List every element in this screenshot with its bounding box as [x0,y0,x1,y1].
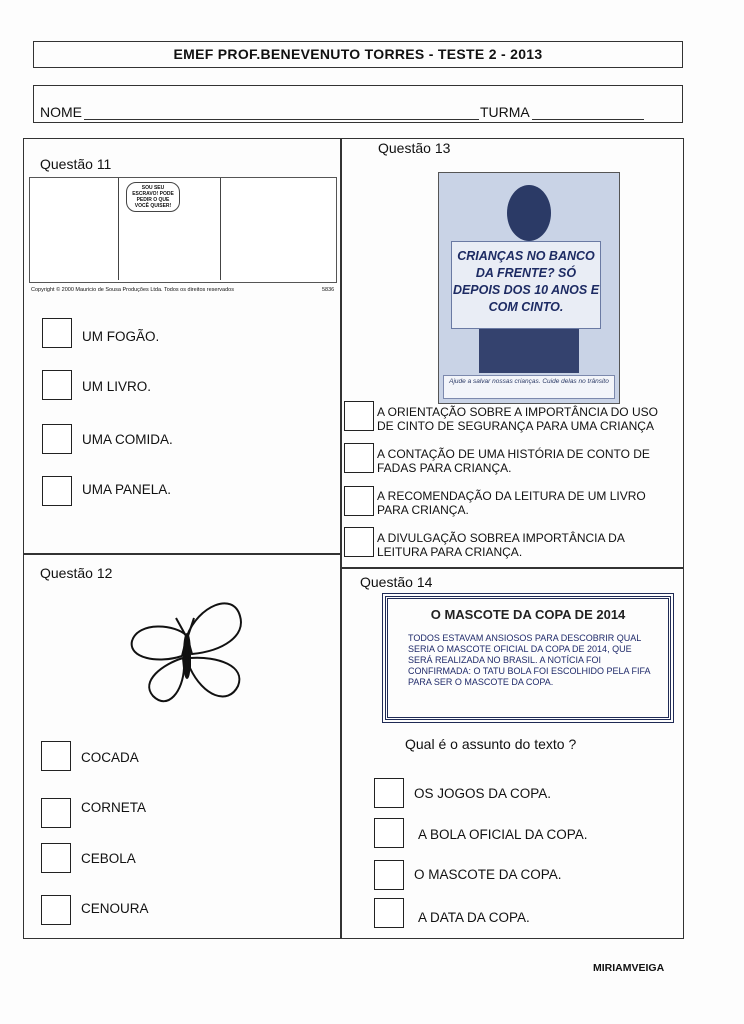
comic-panel-1 [30,178,119,280]
left-divider [23,553,341,555]
author-credit: MIRIAMVEIGA [593,962,665,974]
q11-option-1-checkbox[interactable] [42,318,72,348]
q11-option-4-checkbox[interactable] [42,476,72,506]
news-box [385,596,671,720]
question-12-label: Questão 12 [40,565,113,581]
q12-option-1: COCADA [81,750,139,765]
poster-girl [507,185,551,241]
poster-sign: CRIANÇAS NO BANCO DA FRENTE? SÓ DEPOIS DOS 10 ANOS E COM CINTO. [451,241,601,329]
q14-option-4-checkbox[interactable] [374,898,404,928]
question-13-label: Questão 13 [378,140,451,156]
question-14-label: Questão 14 [360,574,433,590]
q13-option-3-checkbox[interactable] [344,486,374,516]
q12-option-4: CENOURA [81,901,149,916]
right-divider [340,567,683,569]
q12-option-3-checkbox[interactable] [41,843,71,873]
vertical-divider [340,138,342,938]
q14-option-4: A DATA DA COPA. [418,910,530,925]
q14-option-2-checkbox[interactable] [374,818,404,848]
q13-option-3: A RECOMENDAÇÃO DA LEITURA DE UM LIVRO PARA CRIANÇA. [377,489,646,517]
q13-option-4: A DIVULGAÇÃO SOBREA IMPORTÂNCIA DA LEITURA PARA CRIANÇA. [377,531,625,559]
poster-footer: Ajude a salvar nossas crianças. Cuide delas no trânsito [443,375,615,399]
q13-option-1: A ORIENTAÇÃO SOBRE A IMPORTÂNCIA DO USO DE CINTO DE SEGURANÇA PARA UMA CRIANÇA [377,405,658,433]
q11-option-3: UMA COMIDA. [82,432,173,447]
butterfly-icon [128,596,246,714]
q14-option-1: OS JOGOS DA COPA. [414,786,552,801]
question-14-prompt: Qual é o assunto do texto ? [405,736,577,752]
q11-option-2-checkbox[interactable] [42,370,72,400]
q14-option-3: O MASCOTE DA COPA. [414,867,562,882]
q13-option-2: A CONTAÇÃO DE UMA HISTÓRIA DE CONTO DE FADAS PARA CRIANÇA. [377,447,650,475]
header-box [33,41,683,68]
class-label: TURMA [480,104,530,120]
name-field[interactable] [84,119,479,120]
q12-option-2: CORNETA [81,800,147,815]
q13-option-1-checkbox[interactable] [344,401,374,431]
name-label: NOME [40,104,82,120]
comic-strip [29,177,337,283]
q14-option-2: A BOLA OFICIAL DA COPA. [418,827,588,842]
class-field[interactable] [532,119,644,120]
page-title: EMEF PROF.BENEVENUTO TORRES - TESTE 2 - 2013 [173,46,543,62]
news-text: TODOS ESTAVAM ANSIOSOS PARA DESCOBRIR QUAL SERIA O MASCOTE OFICIAL DA COPA DE 2014, QUE SERÁ REALIZADA NO BRASIL. A NOTÍCIA FOI CONFIRMADA: O TATU BOLA FOI ESCOLHIDO PELA FIFA PARA SER O MASCOTE DA COPA. [408,633,651,687]
q12-option-4-checkbox[interactable] [41,895,71,925]
seatbelt-poster [438,172,620,404]
q12-option-1-checkbox[interactable] [41,741,71,771]
q14-option-3-checkbox[interactable] [374,860,404,890]
poster-dress [479,329,579,373]
q12-option-3: CEBOLA [81,851,136,866]
comic-number: 5836 [322,287,335,293]
q11-option-1: UM FOGÃO. [82,329,160,344]
q12-option-2-checkbox[interactable] [41,798,71,828]
q11-option-3-checkbox[interactable] [42,424,72,454]
comic-copyright: Copyright © 2000 Mauricio de Sousa Produções Ltda. Todos os direitos reservados [31,287,234,293]
q11-option-4: UMA PANELA. [82,482,172,497]
q14-option-1-checkbox[interactable] [374,778,404,808]
student-info-box [33,85,683,123]
speech-bubble: SOU SEU ESCRAVO! PODE PEDIR O QUE VOCÊ QUISER! [126,182,180,212]
q13-option-2-checkbox[interactable] [344,443,374,473]
question-11-label: Questão 11 [40,156,112,172]
q11-option-2: UM LIVRO. [82,379,152,394]
news-title: O MASCOTE DA COPA DE 2014 [430,607,626,622]
q13-option-4-checkbox[interactable] [344,527,374,557]
